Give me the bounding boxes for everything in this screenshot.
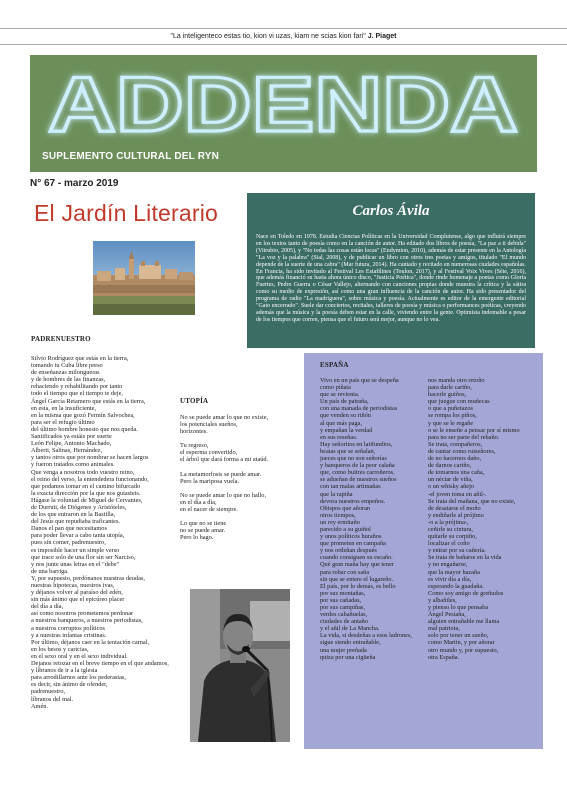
poem-stanza: El país, por lo demás, es bello por sus montañas, por sus cañadas, por sus campiñas, verdes cabañuelas, ciudades de antaño y el añil de La Mancha.	[320, 582, 396, 633]
logo-text: ADDENDA	[48, 60, 518, 143]
poem-stanza: Lo que no se tiene no se puede amar. Pero lo hago.	[180, 520, 227, 542]
addenda-logo	[30, 59, 537, 143]
poem-espana-box	[304, 353, 543, 749]
poem-stanza: Se trata, compañeros, de cantar como ruiseñores, de no hacernos daño, de darnos cariño, de tomarnos una caña, un néctar de viña, o un whisky añejo -el joven toma en añil-.	[428, 440, 496, 498]
city-photo	[93, 241, 195, 315]
poem-stanza: Vivo en un país que se despeña como piñata que se revienta. Un país de patraña, con una manada de periodistas que venden su riñón al que más paga, y empañan la verdad en sus reseñas.	[320, 377, 399, 441]
issue-number: N° 67 - marzo 2019	[30, 178, 119, 189]
poem-title: ESPAÑA	[320, 361, 349, 369]
poem-stanza: nos manda otro retoño para darle cariño, hacerle guiños, que juegue con muñecas o que a puñetazos se rompa los piños, y que se le regañe o se le enseñe a pensar por sí mismo para no ser parte del rebaño.	[428, 377, 520, 441]
poem-text: Silvio Rodríguez que estás en la tierra, tomando tu Cuba libre preso de enseñanzas milongueras y de hombres de las finanzas, rehaciendo y rehabilitando por tanto todo el tiempo que el tiempo te deje, Ángel García Retamero que estás en la tierra, en esta, en la insuficiente, en la misma que gozó Fermín Salvochea, para ser el refugio último del último hombre honesto que nos queda. Santificados ya estáis por suerte León Felipe, Antonio Machado, Alberti, Salinas, Hernández, y tantos otros que por nombrar se hacen largos y fueron tratados como animales. Que venga a nosotros todo vuestro reino, el reino del verso, la entendedera funcionando, que podamos tomar en el camino bifurcado la exacta dirección por la que nos guiasteis. Hágase la voluntad de Miguel de Cervantes, de Durruti, de Diógenes y Aristóteles, de los que entraron en la Bastilla, del Jesús que repudiaba traficantes. Danos el pan que necesitamos para poder llevar a cabo tanta utopía, pues sin comer, padrenuestro, es imposible hacer un simple verso que trace solo de una flor sin ser Narciso, y nos junte unas letras en el "debe" de una barriga. Y, por supuesto, perdónanos nuestras deudas, nuestras hipotecas, nuestros ivas, y déjanos volver al paraíso del edén, sin más ánimo que el epicúreo placer del día a día, así como nosotros prometemos perdonar a nuestros banqueros, a nuestros periodistas, a nuestros corruptos políticos y a nuestras infantas cristinas. Por último, déjanos caer en la tentación carnal, en los besos y caricias, en el sexo oral y en el sexo individual. Dejanos retozar en el breve tiempo en el que andamos, y líbranos de ir a la iglesia para arrodillarnos ante los pederastas, es decir, sin ánimo de ofender, padrenuestro, líbranos del mal. Amén.	[31, 355, 169, 710]
header-quote: "La inteligenteco estas tio, kion vi uzas, kiam ne scias kion fari"	[170, 33, 366, 40]
poem-stanza: Se trata de bañarse en la vida y no engañarse, que la mayor hazaña es vivir día a día, esperando la guadaña.	[428, 554, 502, 590]
poem-stanza: Tu regreso, el esperma convertido, el árbol que dará forma a mi ataúd.	[180, 442, 269, 464]
poem-stanza: Obispos que añoran otros tiempos, un rey ermitaño parecido a su guiñol y unos políticos huraños que prometen en campaña y nos ordeñan después cuando consiguen su escaño. Qué gran maña hay que tener para robar con saña sin que se entere el lugareño.	[320, 504, 394, 583]
author-bio-box	[247, 193, 535, 348]
poem-stanza: No se puede amar lo que no hallo, en el día a día, en el nacer de siempre.	[180, 491, 267, 513]
poem-stanza: Como soy amigo de greñudos y albañiles, y pienso lo que pensaba Ángel Pestaña, alguien entrañable me llama mal patriota, solo por tener un sueño, como Martin, y por añorar otro mundo y, por supuesto, otra España.	[428, 589, 504, 661]
poem-padrenuestro	[31, 335, 191, 710]
poem-stanza: Hay señoritos en latifundios, beatas que se señalan, jueces que no son señorías y banqueros de la peor calaña que, como buitres carroñeros, se adueñan de nuestros sueños con tan malas artimañas que la rapiña devora nuestros empeños.	[320, 440, 397, 505]
poem-title: PADRENUESTRO	[31, 335, 91, 343]
poem-stanza: Se trata del mañana, que no existe, de desatarse el moño y endiñarle al prójimo -o a la prójima-, ceñirle su cintura, quitarle su corpiño, localizar el coño y entrar por su cañería.	[428, 497, 516, 555]
section-title: El Jardín Literario	[34, 200, 219, 226]
header-quote-author: J. Piaget	[367, 33, 397, 40]
author-name: Carlos Ávila	[352, 203, 430, 219]
banner-subtitle: SUPLEMENTO CULTURAL DEL RYN	[42, 151, 220, 162]
poem-title: UTOPÍA	[180, 397, 209, 405]
poem-stanza: La vida, si desdeñas a esos ladrones, sigue siendo entrañable, una mujer preñada quiza por una cigüeña	[320, 632, 412, 661]
author-bio-text: Nace en Toledo en 1978. Estudia Ciencias Políticas en la Universidad Complutense, algo que influirá siempre en los textos tanto de poesía como en la canción de autor. Ha editado dos libros de poesía, "La paz a ti debida" (Vitrubio, 2005), y "No todas las cosas están locas" (Endymion, 2010), además de estar presente en la Antología "La voz y la palabra" (Sial, 2008), y de publicar un libro con otros tres poetas y amigos, titulado "El mundo depende de la suerte de una cabra" (Mar futura, 2014). Ha cantado y recitado en numerosas ciudades españolas. En Francia, ha sido invitado al Festival Les Estafilines (Toulon, 2017), y al Festival Voix Vives (Sète, 2016), que además financió su hasta ahora único disco, "Justicia Poética", donde rinde homenaje a poetas como Gloria Fuertes, Pedro Guerra o César Vallejo, alternando con canciones propias donde muestra la crítica y la sátira como su medio de expresión, así como una gran influencia de la canción de autor. Ha sido presentador del programa de radio "La madriguera", sobre música y poesía. Actualmente es editor de la emergente editorial "Gato encerrado". Suele dar conciertos, recitales, talleres de poesía y música o performances poéticas, creyendo además que la música y la poesía deben estar en la calle, viviendo entre la gente. Optimista indomable a pesar de los tiempos que corren, piensa que el futuro será mejor, aunque no lo vea.	[256, 234, 526, 323]
portrait-photo	[190, 589, 290, 742]
poem-espana-column-2	[428, 377, 532, 661]
poem-stanza: No se puede amar lo que no existe, los potenciales sueños, horizontes.	[180, 414, 269, 436]
header-quote-bar	[0, 28, 567, 45]
poem-espana-column-1	[320, 377, 424, 661]
masthead-banner	[30, 55, 537, 172]
poem-utopia	[180, 397, 290, 548]
poem-stanza: La metamorfosis se puede amar. Pero la mariposa vuela.	[180, 470, 262, 485]
